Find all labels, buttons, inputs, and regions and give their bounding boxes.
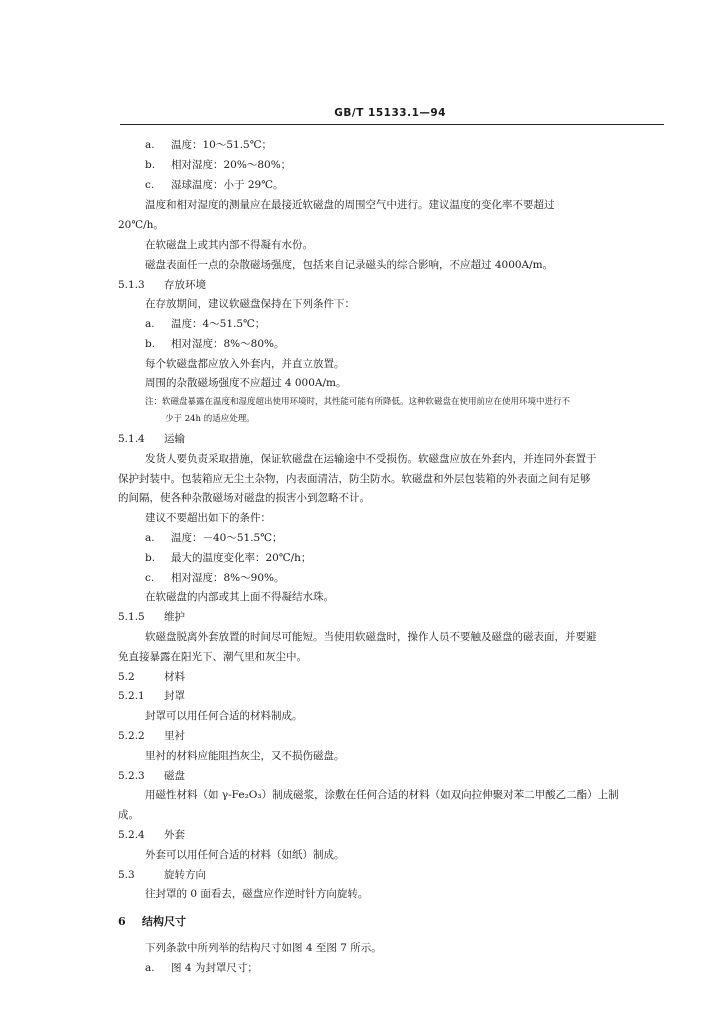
line-text: 每个软磁盘都应放入外套内，并直立放置。 xyxy=(145,358,345,370)
section-heading xyxy=(118,432,185,446)
line-text: 保护封装中。包装箱应无尘土杂物，内表面清洁，防尘防水。软磁盘和外层包装箱的外表面之间有足够 xyxy=(118,473,591,485)
paragraph-line xyxy=(145,357,345,371)
paragraph-line xyxy=(145,749,345,763)
note-text xyxy=(165,412,255,426)
paragraph-line xyxy=(145,788,619,802)
line-text: 成。 xyxy=(118,809,139,821)
line-text: 注：软磁盘暴露在温度和湿度超出使用环境时，其性能可能有所降低。这种软磁盘在使用前应在使用环境中进行不 xyxy=(145,397,571,407)
line-text: 温度：10～51.5℃； xyxy=(171,139,272,151)
line-text: 里衬的材料应能阻挡灰尘，又不损伤磁盘。 xyxy=(145,750,345,762)
paragraph-line xyxy=(145,887,368,901)
line-text: 外套可以用任何合适的材料（如纸）制成。 xyxy=(145,849,345,861)
line-text: 软磁盘脱离外套放置的时间尽可能短。当使用软磁盘时，操作人员不要触及磁盘的磁表面，并要避 xyxy=(145,631,597,643)
list-label: a. xyxy=(145,532,155,544)
line-text: 在软磁盘的内部或其上面不得凝结水珠。 xyxy=(145,591,334,603)
line-text: 温度：－40～51.5℃； xyxy=(171,532,283,544)
section-heading xyxy=(118,868,206,882)
section-heading xyxy=(118,670,185,684)
paragraph-line xyxy=(145,511,271,525)
paragraph-line xyxy=(118,491,370,505)
list-item xyxy=(145,178,283,192)
list-item xyxy=(145,337,285,351)
section-number: 5.2.3 xyxy=(118,770,145,782)
note-text xyxy=(145,395,570,409)
line-text: 外套 xyxy=(164,829,185,841)
line-text: 建议不要超出如下的条件： xyxy=(145,512,271,524)
list-label: a. xyxy=(145,139,155,151)
section-heading xyxy=(118,610,185,624)
line-text: 封罩 xyxy=(164,690,185,702)
paragraph-line xyxy=(118,472,591,486)
line-text: 材料 xyxy=(164,671,185,683)
list-item xyxy=(145,158,291,172)
line-text: 少于 24h 的适应处理。 xyxy=(165,414,255,424)
line-text: 在存放期间，建议软磁盘保持在下列条件下： xyxy=(145,298,355,310)
line-text: 温度和相对湿度的测量应在最接近软磁盘的周围空气中进行。建议温度的变化率不要超过 xyxy=(145,199,555,211)
line-text: 里衬 xyxy=(164,730,185,742)
line-text: 往封罩的 0 面看去，磁盘应作逆时针方向旋转。 xyxy=(145,888,369,900)
line-text: 在软磁盘上或其内部不得凝有水份。 xyxy=(145,239,313,251)
list-label: a. xyxy=(145,962,155,974)
list-label: c. xyxy=(145,572,155,584)
line-text: 旋转方向 xyxy=(164,869,206,881)
paragraph-line xyxy=(145,848,345,862)
paragraph-line xyxy=(145,258,553,272)
section-heading xyxy=(118,689,185,703)
line-text: 磁盘表面任一点的杂散磁场强度，包括来自记录磁头的综合影响，不应超过 4000A/m。 xyxy=(145,259,554,271)
section-number: 5.1.5 xyxy=(118,611,145,623)
paragraph-line xyxy=(145,452,597,466)
paragraph-line xyxy=(118,808,139,822)
section-number: 6 xyxy=(118,915,126,928)
line-text: 相对湿度：20%～80%； xyxy=(171,159,292,171)
list-label: c. xyxy=(145,179,155,191)
paragraph-line xyxy=(118,218,164,232)
paragraph-line xyxy=(145,941,382,955)
line-text: 维护 xyxy=(164,611,185,623)
section-number: 5.2.1 xyxy=(118,690,145,702)
line-text: 相对湿度：8%～80%。 xyxy=(171,338,285,350)
section-heading xyxy=(118,729,185,743)
list-item xyxy=(145,551,311,565)
section-heading xyxy=(118,915,186,929)
line-text: 免直接暴露在阳光下、潮气里和灰尘中。 xyxy=(118,651,307,663)
paragraph-line xyxy=(145,238,313,252)
line-text: 存放环境 xyxy=(164,279,206,291)
section-heading xyxy=(118,828,185,842)
list-item xyxy=(145,961,258,975)
section-heading xyxy=(118,769,185,783)
section-number: 5.2.2 xyxy=(118,730,145,742)
line-text: 结构尺寸 xyxy=(142,915,186,928)
list-label: b. xyxy=(145,552,156,564)
line-text: 图 4 为封罩尺寸； xyxy=(171,962,258,974)
paragraph-line xyxy=(145,198,555,212)
standard-number-header: GB/T 15133.1—94 xyxy=(334,107,446,119)
list-label: b. xyxy=(145,338,156,350)
line-text: 周围的杂散磁场强度不应超过 4 000A/m。 xyxy=(145,377,347,389)
paragraph-line xyxy=(118,650,307,664)
list-item xyxy=(145,138,272,152)
section-number: 5.3 xyxy=(118,869,135,881)
section-number: 5.1.3 xyxy=(118,279,145,291)
paragraph-line xyxy=(145,590,334,604)
line-text: 相对湿度：8%～90%。 xyxy=(171,572,285,584)
section-number: 5.1.4 xyxy=(118,433,145,445)
line-text: 20℃/h。 xyxy=(118,219,164,231)
list-item xyxy=(145,317,265,331)
line-text: 运输 xyxy=(164,433,185,445)
line-text: 温度：4～51.5℃； xyxy=(171,318,266,330)
header-rule xyxy=(120,124,664,125)
line-text: 封罩可以用任何合适的材料制成。 xyxy=(145,710,303,722)
line-text: 最大的温度变化率：20℃/h； xyxy=(171,552,312,564)
list-item xyxy=(145,531,283,545)
section-heading xyxy=(118,278,206,292)
section-number: 5.2.4 xyxy=(118,829,145,841)
line-text: 下列条款中所列举的结构尺寸如图 4 至图 7 所示。 xyxy=(145,942,382,954)
paragraph-line xyxy=(145,297,355,311)
section-number: 5.2 xyxy=(118,671,135,683)
paragraph-line xyxy=(145,630,597,644)
paragraph-line xyxy=(145,709,303,723)
line-text: 湿球温度：小于 29℃。 xyxy=(171,179,284,191)
list-label: a. xyxy=(145,318,155,330)
line-text: 发货人要负责采取措施，保证软磁盘在运输途中不受损伤。软磁盘应放在外套内，并连同外套置于 xyxy=(145,453,597,465)
line-text: 磁盘 xyxy=(164,770,185,782)
line-text: 的间隔，使各种杂散磁场对磁盘的损害小到忽略不计。 xyxy=(118,492,370,504)
line-text: 用磁性材料（如 γ-Fe₂O₃）制成磁浆，涂敷在任何合适的材料（如双向拉伸聚对苯二甲酸乙二酯）上制 xyxy=(145,789,619,801)
list-item xyxy=(145,571,285,585)
list-label: b. xyxy=(145,159,156,171)
paragraph-line xyxy=(145,376,346,390)
